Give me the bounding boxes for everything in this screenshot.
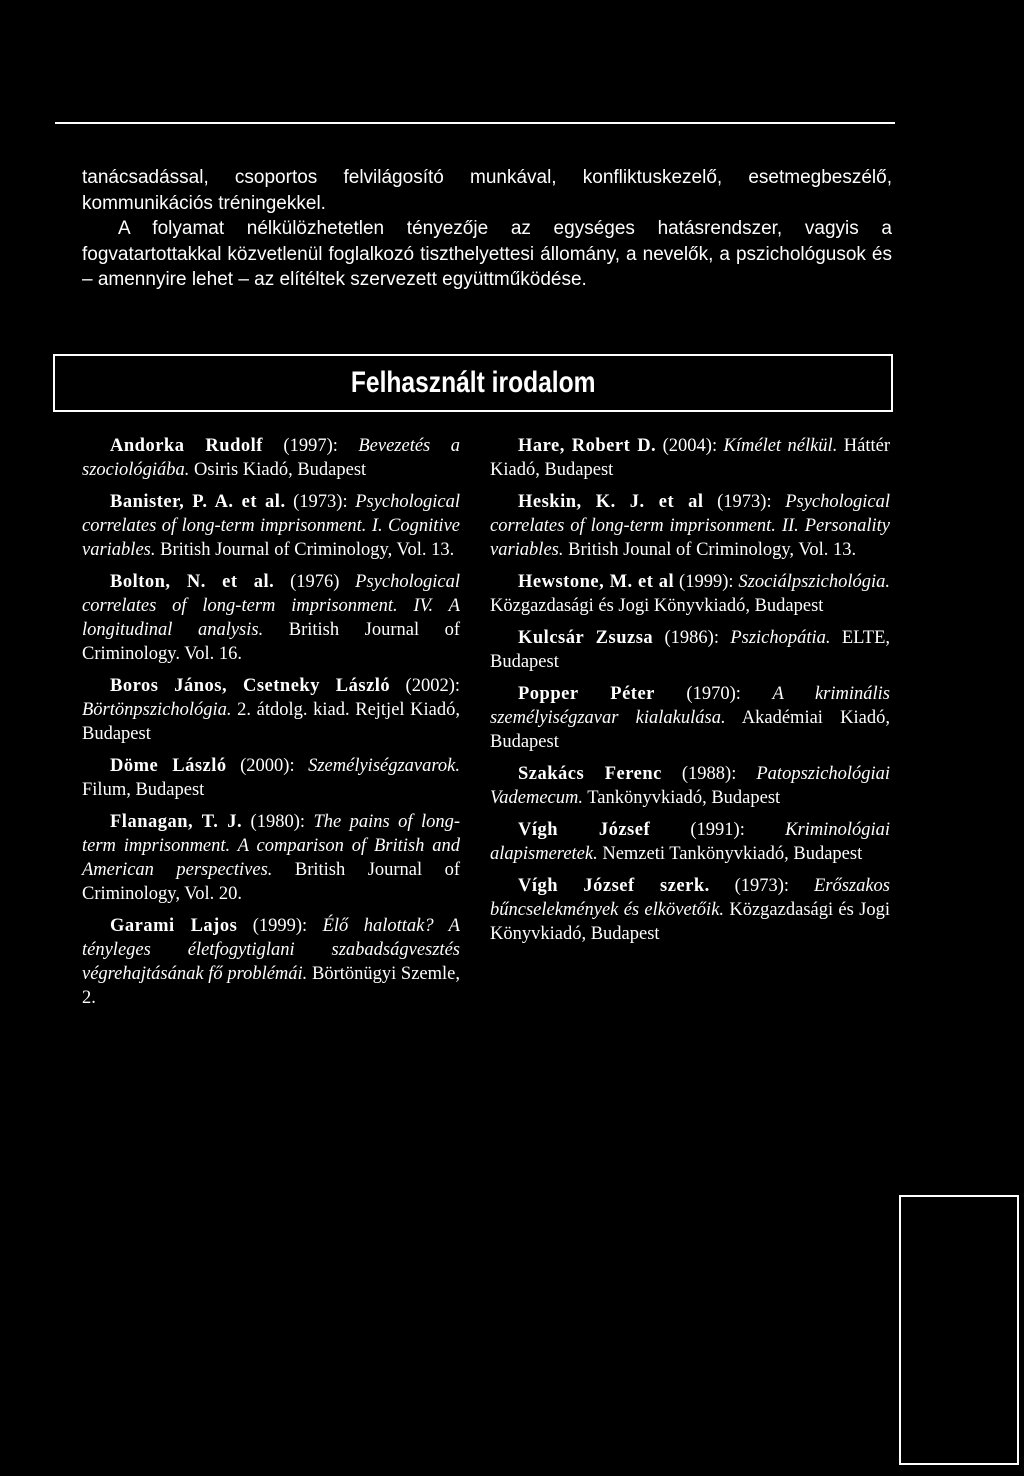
reference-author: Vígh József szerk. bbox=[518, 876, 710, 896]
intro-text bbox=[82, 165, 892, 293]
reference-title: Psychological correlates of long-term imprisonment. II. Personality variables. bbox=[490, 492, 890, 560]
reference-author: Hare, Robert D. bbox=[518, 436, 657, 456]
reference-title: Psychological correlates of long-term imprisonment. IV. A longitudinal analysis. bbox=[82, 572, 460, 640]
reference-title: A kriminális személyiségzavar kialakulása. bbox=[490, 684, 891, 728]
reference-entry bbox=[490, 818, 890, 866]
reference-entry bbox=[490, 434, 890, 482]
reference-entry bbox=[82, 434, 460, 482]
reference-year: (2000): bbox=[226, 756, 309, 776]
reference-year: (2004): bbox=[656, 436, 724, 456]
reference-author: Andorka Rudolf bbox=[110, 436, 263, 456]
reference-title: Pszichopátia. bbox=[730, 628, 831, 648]
reference-year: (1991): bbox=[650, 820, 786, 840]
reference-title: Erőszakos bűncselekmények és elkövetőik. bbox=[490, 876, 890, 920]
reference-title: The pains of long-term imprisonment. A comparison of British and American perspectives. bbox=[82, 812, 460, 880]
section-heading-box bbox=[53, 354, 893, 412]
reference-publisher: Akadémiai Kiadó, Budapest bbox=[490, 708, 890, 752]
reference-year: (2002): bbox=[390, 676, 460, 696]
reference-year: (1986): bbox=[653, 628, 731, 648]
references-right-column bbox=[490, 434, 890, 954]
reference-author: Hewstone, M. et al bbox=[518, 572, 675, 592]
section-title: Felhasznált irodalom bbox=[350, 366, 596, 399]
reference-title: Szociálpszichológia. bbox=[738, 572, 890, 592]
intro-paragraph-2: A folyamat nélkülözhetetlen tényezője az egységes hatásrendszer, vagyis a fogvatartottakkal közvetlenül foglalkozó tiszthelyettesi állomány, a nevelők, a pszichológusok és – amennyire lehet – az elítéltek szervezett együttműködése. bbox=[82, 218, 892, 290]
corner-frame bbox=[899, 1195, 1019, 1465]
reference-entry bbox=[490, 762, 890, 810]
reference-publisher: British Journal of Criminology, Vol. 13. bbox=[155, 540, 455, 560]
reference-publisher: Filum, Budapest bbox=[82, 780, 205, 800]
intro-paragraph-1: tanácsadással, csoportos felvilágosító munkával, konfliktuskezelő, esetmegbeszélő, kommunikációs tréningekkel. bbox=[82, 167, 892, 214]
reference-publisher: Háttér Kiadó, Budapest bbox=[490, 436, 890, 480]
top-rule bbox=[55, 122, 895, 124]
references-left-column bbox=[82, 434, 460, 1018]
reference-entry bbox=[82, 754, 460, 802]
reference-year: (1973): bbox=[709, 876, 814, 896]
reference-author: Boros János, Csetneky László bbox=[110, 676, 391, 696]
reference-title: Psychological correlates of long-term imprisonment. I. Cognitive variables. bbox=[82, 492, 460, 560]
reference-entry bbox=[82, 810, 460, 906]
reference-author: Garami Lajos bbox=[110, 916, 238, 936]
reference-year: (1976) bbox=[274, 572, 356, 592]
reference-title: Élő halottak? A tényleges életfogytiglani szabadságvesztés végrehajtásának fő problémái. bbox=[82, 916, 460, 984]
reference-entry bbox=[82, 490, 460, 562]
reference-year: (1999): bbox=[237, 916, 323, 936]
reference-author: Döme László bbox=[110, 756, 227, 776]
reference-author: Banister, P. A. et al. bbox=[110, 492, 286, 512]
reference-publisher: British Journal of Criminology. Vol. 16. bbox=[82, 620, 460, 664]
reference-publisher: British Journal of Criminology, Vol. 20. bbox=[82, 860, 461, 904]
reference-author: Vígh József bbox=[518, 820, 651, 840]
reference-year: (1999): bbox=[674, 572, 739, 592]
reference-publisher: Börtönügyi Szemle, 2. bbox=[82, 964, 461, 1008]
reference-author: Szakács Ferenc bbox=[518, 764, 662, 784]
reference-author: Popper Péter bbox=[518, 684, 655, 704]
reference-title: Patopszichológiai Vademecum. bbox=[490, 764, 890, 808]
reference-entry bbox=[82, 674, 460, 746]
reference-title: Kriminológiai alapismeretek. bbox=[490, 820, 890, 864]
reference-entry bbox=[490, 682, 890, 754]
reference-title: Bevezetés a szociológiába. bbox=[82, 436, 460, 480]
reference-entry bbox=[490, 570, 890, 618]
reference-entry bbox=[490, 490, 890, 562]
reference-entry bbox=[490, 874, 890, 946]
reference-author: Flanagan, T. J. bbox=[110, 812, 243, 832]
reference-publisher: Tankönyvkiadó, Budapest bbox=[582, 788, 781, 808]
reference-author: Kulcsár Zsuzsa bbox=[518, 628, 654, 648]
reference-author: Heskin, K. J. et al bbox=[518, 492, 704, 512]
reference-publisher: ELTE, Budapest bbox=[490, 628, 890, 672]
reference-title: Személyiségzavarok. bbox=[308, 756, 460, 776]
reference-year: (1980): bbox=[242, 812, 314, 832]
reference-year: (1997): bbox=[262, 436, 359, 456]
reference-publisher: British Jounal of Criminology, Vol. 13. bbox=[563, 540, 857, 560]
reference-year: (1973): bbox=[703, 492, 786, 512]
reference-year: (1988): bbox=[661, 764, 757, 784]
reference-title: Börtönpszichológia. bbox=[82, 700, 232, 720]
reference-year: (1970): bbox=[654, 684, 773, 704]
reference-publisher: 2. átdolg. kiad. Rejtjel Kiadó, Budapest bbox=[82, 700, 460, 744]
reference-entry bbox=[82, 570, 460, 666]
reference-year: (1973): bbox=[285, 492, 356, 512]
reference-title: Kímélet nélkül. bbox=[723, 436, 838, 456]
reference-publisher: Osiris Kiadó, Budapest bbox=[189, 460, 367, 480]
reference-publisher: Közgazdasági és Jogi Könyvkiadó, Budapest bbox=[490, 596, 824, 616]
reference-author: Bolton, N. et al. bbox=[110, 572, 275, 592]
reference-entry bbox=[82, 914, 460, 1010]
reference-publisher: Közgazdasági és Jogi Könyvkiadó, Budapest bbox=[490, 900, 890, 944]
reference-publisher: Nemzeti Tankönyvkiadó, Budapest bbox=[597, 844, 863, 864]
reference-entry bbox=[490, 626, 890, 674]
